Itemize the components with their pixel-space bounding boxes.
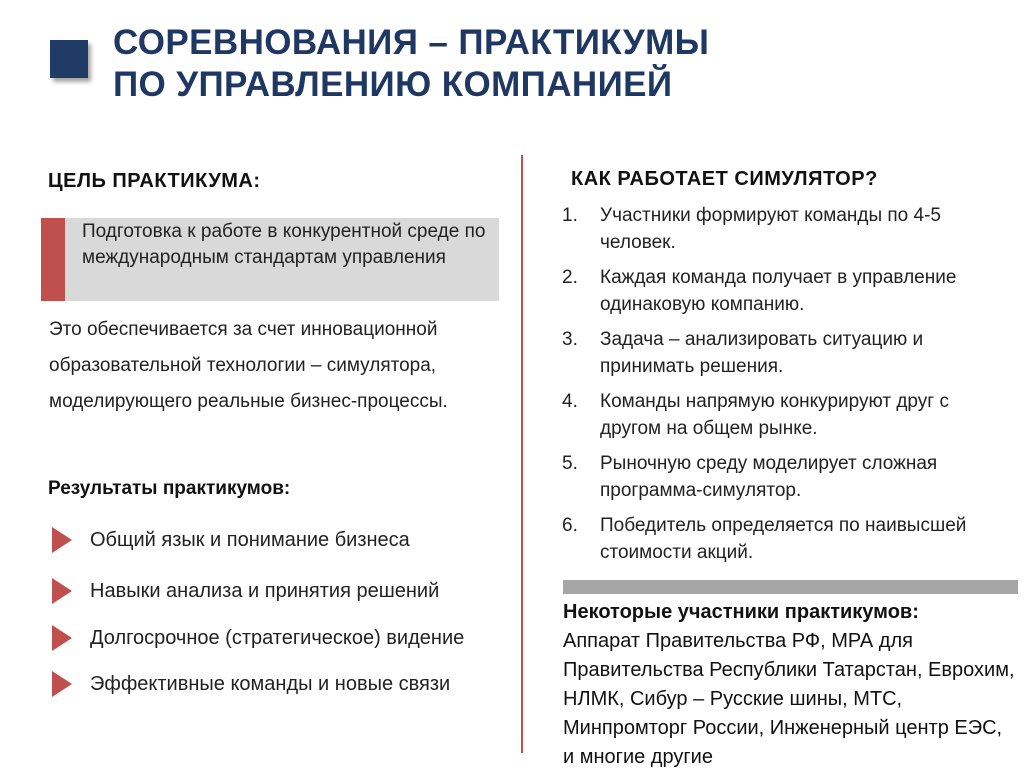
steps-list	[560, 202, 1010, 574]
triangle-bullet-icon	[52, 578, 72, 604]
results-heading: Результаты практикумов:	[48, 478, 291, 499]
step-number: 2.	[562, 267, 578, 288]
step-text: Победитель определяется по наивысшей стоимости акций.	[600, 515, 967, 563]
step-item	[560, 512, 1010, 566]
separator-bar	[563, 580, 1018, 594]
participants-heading: Некоторые участники практикумов:	[563, 601, 919, 623]
result-text: Навыки анализа и принятия решений	[90, 580, 440, 602]
description-text: Это обеспечивается за счет инновационной образовательной технологии – симулятора, моделирующего реальные бизнес-процессы.	[49, 319, 448, 412]
result-text: Эффективные команды и новые связи	[90, 673, 451, 695]
step-number: 5.	[562, 453, 578, 474]
step-item	[560, 388, 1010, 442]
step-text: Задача – анализировать ситуацию и принимать решения.	[600, 329, 924, 377]
step-number: 6.	[562, 515, 578, 536]
triangle-bullet-icon	[52, 625, 72, 651]
goal-heading: ЦЕЛЬ ПРАКТИКУМА:	[48, 170, 261, 192]
step-number: 1.	[562, 205, 578, 226]
result-text: Общий язык и понимание бизнеса	[90, 529, 410, 551]
step-item	[560, 450, 1010, 504]
step-number: 4.	[562, 391, 578, 412]
page-title	[113, 22, 709, 106]
logo-square-icon	[50, 40, 88, 78]
step-number: 3.	[562, 329, 578, 350]
step-text: Каждая команда получает в управление одинаковую компанию.	[600, 267, 957, 315]
title-line-1: СОРЕВНОВАНИЯ – ПРАКТИКУМЫ	[113, 23, 710, 62]
title-line-2: ПО УПРАВЛЕНИЮ КОМПАНИЕЙ	[113, 65, 673, 104]
step-text: Рыночную среду моделирует сложная программа-симулятор.	[600, 453, 938, 501]
column-divider	[521, 155, 523, 753]
step-text: Команды напрямую конкурируют друг с другом на общем рынке.	[600, 391, 949, 439]
goal-text: Подготовка к работе в конкурентной среде по международным стандартам управления	[82, 221, 486, 268]
triangle-bullet-icon	[52, 671, 72, 697]
step-item	[560, 326, 1010, 380]
goal-accent-bar	[41, 218, 65, 301]
step-text: Участники формируют команды по 4-5 человек.	[600, 205, 941, 253]
step-item	[560, 202, 1010, 256]
result-text: Долгосрочное (стратегическое) видение	[90, 627, 465, 649]
step-item	[560, 264, 1010, 318]
goal-box	[41, 218, 499, 301]
participants-block	[563, 598, 1018, 772]
participants-text: Аппарат Правительства РФ, МРА для Правительства Республики Татарстан, Еврохим, НЛМК, Сибур – Русские шины, МТС, Минпромторг России, Инженерный центр ЕЭС, и многие другие	[563, 630, 1015, 768]
how-heading: КАК РАБОТАЕТ СИМУЛЯТОР?	[571, 168, 878, 190]
triangle-bullet-icon	[52, 527, 72, 553]
